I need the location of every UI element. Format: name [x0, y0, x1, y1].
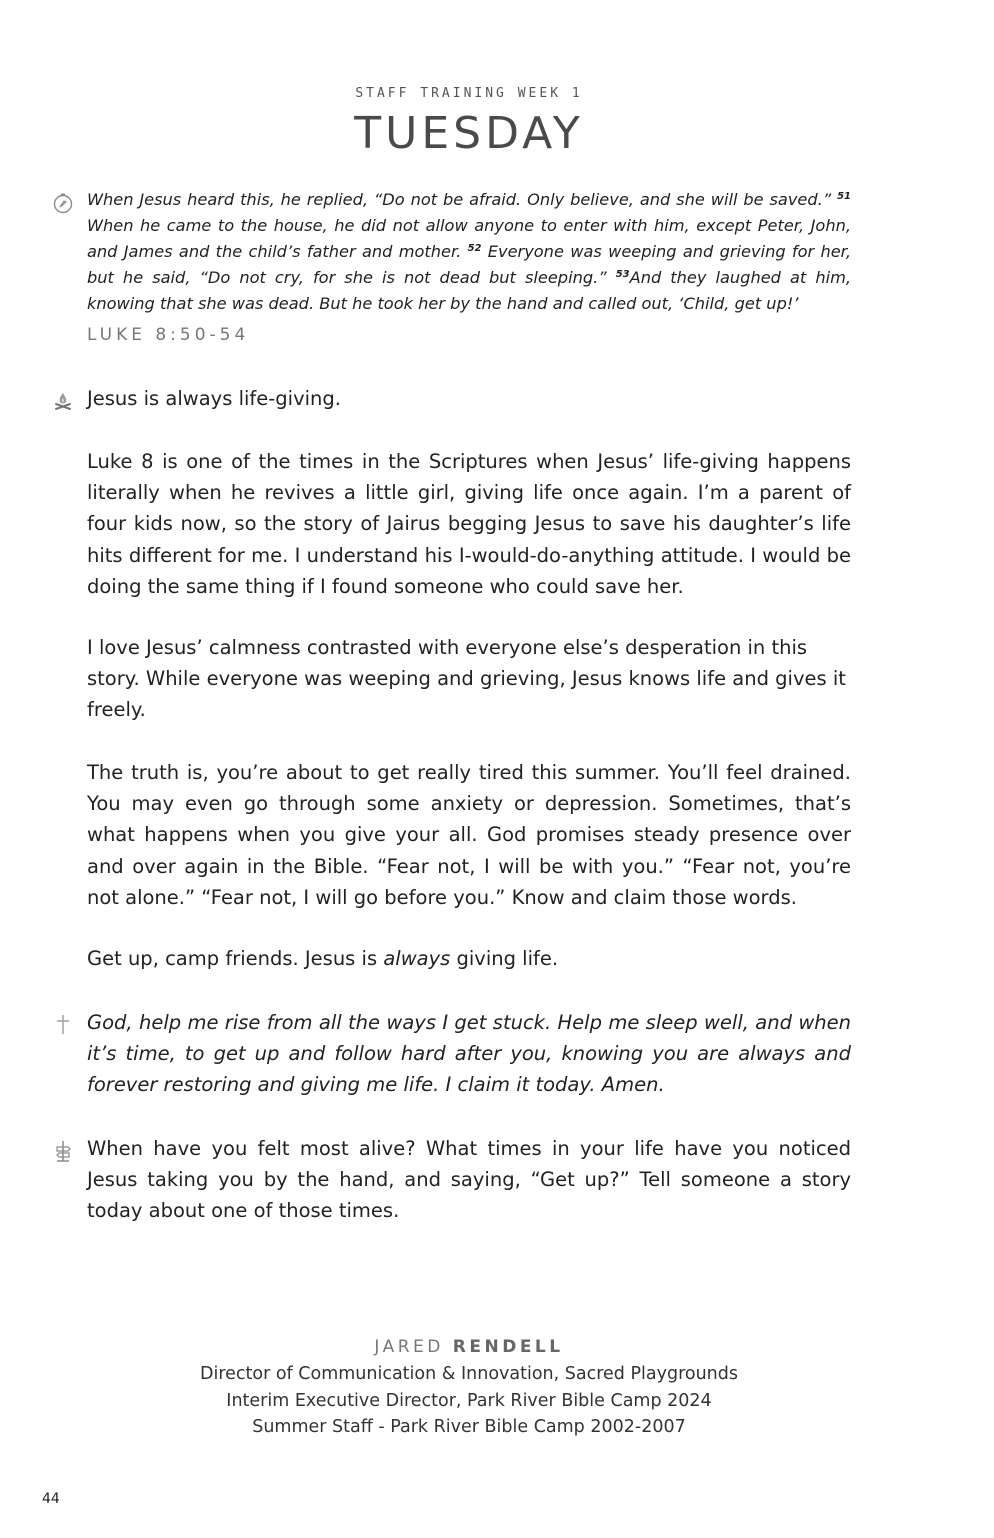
devotion-paragraph-3: The truth is, you’re about to get really tired this summer. You’ll feel drained. You may even go through some anxiety or depression. Sometimes, that’s what happens when you give your all. God promises steady presence over and over again in the Bible. “Fear not, I will be with you.” “Fear not, you’re not alone.” “Fear not, I will go before you.” Know and claim those words. [87, 761, 851, 909]
reflection-question: When have you felt most alive? What times in your life have you noticed Jesus taking you by the hand, and saying, “Get up?” Tell someone a story today about one of those times. [87, 1137, 851, 1223]
verse-number-53: 53 [615, 269, 630, 280]
author-role-2: Interim Executive Director, Park River Bible Camp 2024 [226, 1391, 712, 1411]
scripture-reference: LUKE 8:50-54 [87, 325, 250, 345]
devotion-paragraph-2: I love Jesus’ calmness contrasted with everyone else’s desperation in this story. While everyone was weeping and grieving, Jesus knows life and gives it freely. [87, 636, 846, 722]
author-name: JARED RENDELL [374, 1337, 564, 1357]
devotion-paragraph-1: Luke 8 is one of the times in the Scriptures when Jesus’ life-giving happens literally when he revives a little girl, giving life once again. I’m a parent of four kids now, so the story of Jairus begging Jesus to save his daughter’s life hits different for me. I understand his I-would-do-anything attitude. I would be doing the same thing if I found someone who could save her. [87, 450, 851, 598]
page-number: 44 [42, 1491, 60, 1507]
prayer-text: God, help me rise from all the ways I get stuck. Help me sleep well, and when it’s time, to get up and follow hard after you, knowing you are always and forever restoring and giving me life. I claim it today. Amen. [87, 1011, 851, 1097]
compass-icon [52, 192, 74, 214]
campfire-icon [52, 390, 74, 412]
cross-icon [52, 1013, 74, 1035]
page-title: TUESDAY [354, 108, 584, 159]
verse-number-51: 51 [837, 191, 851, 202]
section-eyebrow: STAFF TRAINING WEEK 1 [355, 86, 583, 101]
devotion-paragraph-4: Get up, camp friends. Jesus is always giving life. [87, 947, 559, 970]
main-point: Jesus is always life-giving. [87, 387, 341, 410]
scripture-passage [87, 187, 851, 317]
author-role-1: Director of Communication & Innovation, Sacred Playgrounds [199, 1364, 738, 1384]
verse-52: Everyone was weeping and grieving for her, but he said, “Do not cry, for she is not dead but sleeping.” [87, 242, 851, 287]
verse-51: When he came to the house, he did not allow anyone to enter with him, except Peter, John, and James and the child’s father and mother. [87, 216, 851, 261]
verse-number-52: 52 [467, 243, 482, 254]
author-role-3: Summer Staff - Park River Bible Camp 2002-2007 [252, 1417, 686, 1437]
verse-53: And they laughed at him, knowing that she was dead. But he took her by the hand and called out, ‘Child, get up!’ [87, 268, 851, 313]
emphasis-always: always [383, 947, 451, 970]
signpost-icon [52, 1140, 74, 1162]
verse-50: When Jesus heard this, he replied, “Do not be afraid. Only believe, and she will be saved.” [87, 190, 832, 209]
